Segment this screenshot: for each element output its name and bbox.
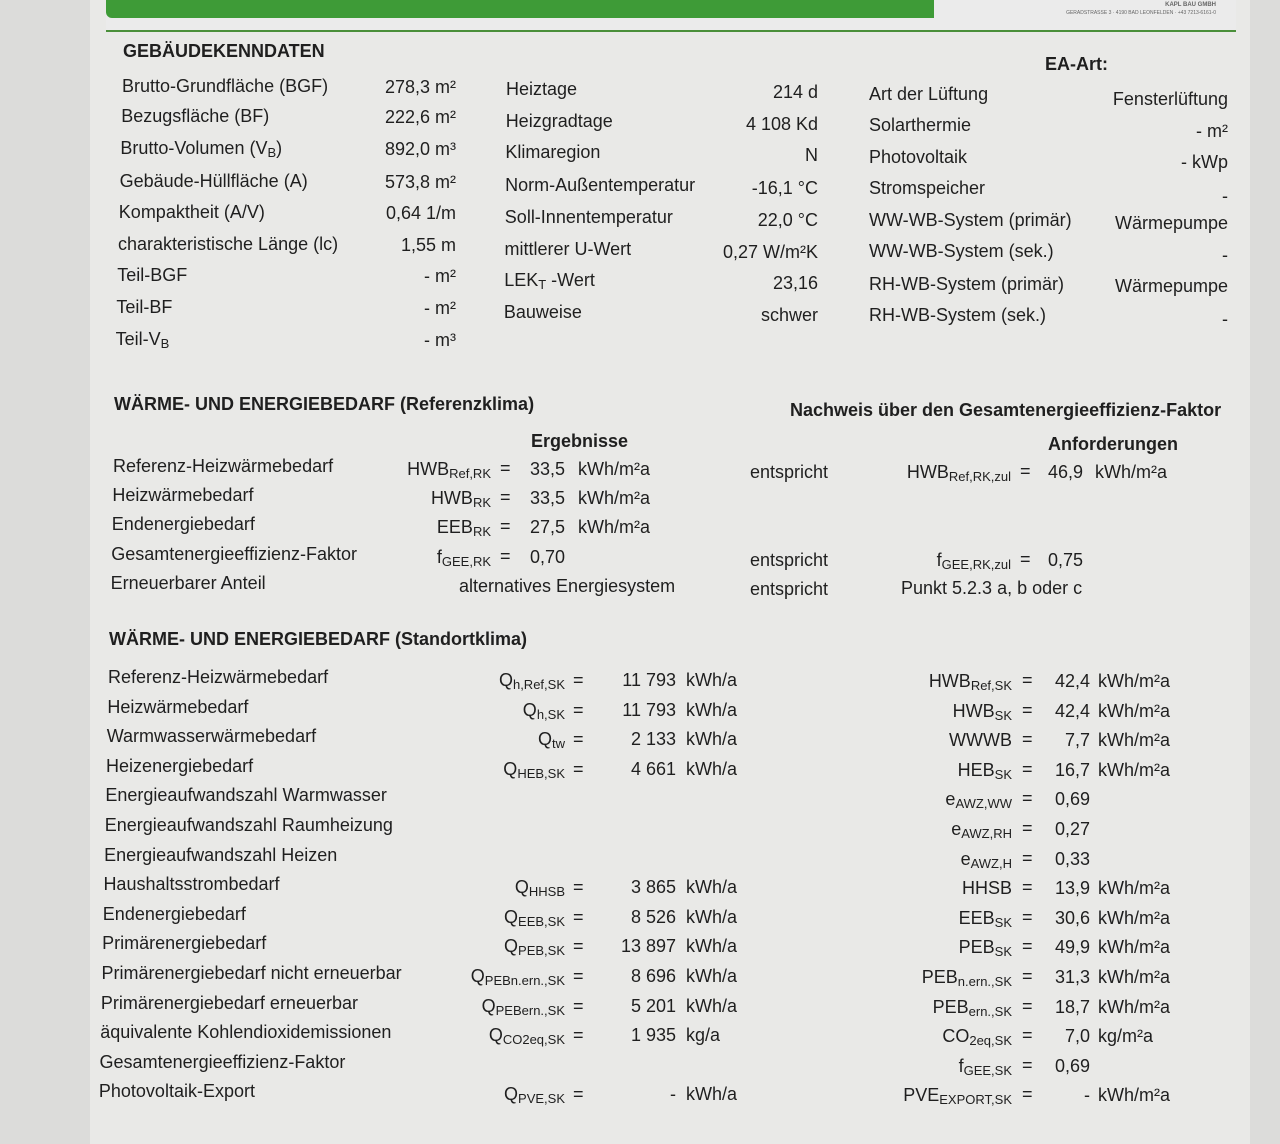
gebaeude-col3-label: Photovoltaik (869, 147, 968, 167)
referenz-row-symbol-subscript: GEE,RK (441, 554, 491, 569)
standort-req-symbol-main: e (945, 789, 956, 810)
standort-req-symbol (945, 789, 1012, 811)
gebaeude-col2-value: N (805, 145, 818, 165)
standort-row-eq: = (573, 699, 584, 720)
standort-req-symbol (953, 701, 1012, 723)
label-text: Bezugsfläche (BF) (121, 106, 270, 126)
standort-req-unit: kWh/m²a (1098, 937, 1170, 958)
standort-req-symbol (903, 1085, 1012, 1107)
standort-req-value: 0,69 (1054, 789, 1090, 810)
standort-req-symbol-main: f (958, 1055, 964, 1076)
standort-row-symbol (538, 729, 565, 751)
gebaeude-col3-value: Wärmepumpe (1114, 276, 1228, 296)
referenz-row-symbol-main: f (436, 547, 442, 567)
standort-row-label: Primärenergiebedarf nicht erneuerbar (101, 963, 402, 983)
referenz-row-symbol-main: EEB (436, 517, 473, 537)
standort-req-symbol (951, 819, 1012, 841)
label-subscript: B (160, 336, 170, 351)
standort-row-label: Primärenergiebedarf erneuerbar (100, 992, 358, 1013)
referenz-row-label: Erneuerbarer Anteil (110, 573, 266, 593)
standort-row-symbol (482, 996, 565, 1018)
gebaeude-col2-label (506, 111, 613, 132)
standort-req-value: 42,4 (1054, 700, 1090, 721)
standort-row-unit: kWh/a (686, 936, 738, 957)
standort-row-symbol-subscript: HEB,SK (517, 765, 565, 781)
referenz-req-symbol-main: HWB (906, 462, 949, 482)
standort-row-unit: kWh/a (686, 670, 738, 690)
standort-req-symbol-subscript: AWZ,H (970, 855, 1012, 871)
standort-row-value: 8 696 (630, 966, 676, 986)
standort-req-symbol-main: HWB (928, 671, 971, 691)
standort-row-symbol (523, 700, 565, 722)
label-subscript: T (538, 277, 547, 292)
gebaeude-col1-value: 0,64 1/m (385, 203, 456, 223)
standort-row-symbol (515, 877, 565, 899)
label-suffix: -Wert (546, 270, 595, 290)
standort-row-label: Energieaufwandszahl Warmwasser (105, 785, 387, 806)
standort-req-value: 16,7 (1054, 759, 1090, 780)
gebaeude-col2-label (505, 142, 600, 163)
gebaeude-col3-label: WW-WB-System (primär) (869, 210, 1072, 230)
standort-row-symbol-subscript: PVE,SK (518, 1091, 565, 1107)
standort-req-symbol (958, 760, 1012, 782)
label-text: charakteristische Länge (lc) (118, 234, 339, 254)
gebaeude-col2-label (505, 239, 632, 260)
gebaeude-col3-label: WW-WB-System (sek.) (869, 241, 1054, 261)
gebaeude-col3-value: - kWp (1181, 152, 1228, 172)
referenz-req-symbol (907, 462, 1011, 484)
referenz-row-label: Heizwärmebedarf (112, 485, 254, 505)
standort-row-eq: = (573, 936, 584, 957)
standort-req-value: 7,0 (1064, 1026, 1090, 1047)
standort-row-unit: kWh/a (686, 699, 738, 720)
label-text: Brutto-Volumen (V (120, 138, 268, 158)
gebaeude-col2-value: 214 d (772, 82, 818, 102)
standort-row-symbol-main: Q (522, 699, 537, 720)
standort-req-eq: = (1022, 670, 1033, 690)
standort-req-symbol-main: PVE (903, 1085, 940, 1106)
referenz-row-eq: = (500, 458, 511, 478)
gebaeude-col2-label (505, 207, 673, 228)
standort-req-symbol-main: PEB (932, 996, 969, 1017)
nachweis-heading: Nachweis über den Gesamtenergieeffizienz-Faktor (790, 400, 1222, 420)
standort-row-symbol-subscript: h,Ref,SK (512, 677, 565, 692)
standort-req-symbol-subscript: 2eq,SK (969, 1033, 1012, 1049)
standort-row-eq: = (573, 729, 584, 750)
label-text: Teil-BF (116, 297, 173, 317)
standort-req-value: 7,7 (1064, 730, 1090, 751)
standort-req-value: 0,69 (1054, 1055, 1090, 1076)
standort-req-value: 13,9 (1054, 878, 1090, 899)
gebaeude-col3-value: - (1222, 186, 1228, 206)
referenz-row-symbol-main: HWB (430, 488, 473, 508)
standort-row-value: 4 661 (630, 758, 676, 779)
standort-row-symbol-subscript: tw (552, 736, 565, 752)
gebaeude-col2-value: -16,1 °C (751, 178, 818, 198)
referenz-req-unit: kWh/m²a (1095, 462, 1167, 482)
gebaeude-col1-label (116, 329, 170, 351)
standort-req-value: 49,9 (1054, 937, 1090, 958)
referenz-req-text: Punkt 5.2.3 a, b oder c (901, 578, 1083, 598)
standort-req-unit: kWh/m²a (1098, 996, 1170, 1017)
standort-req-symbol-main: e (960, 848, 971, 869)
standort-row-symbol-subscript: PEBern.,SK (495, 1002, 565, 1018)
standort-req-symbol-main: HWB (952, 700, 995, 721)
referenz-row-label: Gesamtenergieeffizienz-Faktor (111, 544, 357, 564)
standort-req-symbol-subscript: SK (994, 766, 1012, 782)
standort-req-unit: kWh/m²a (1098, 967, 1170, 987)
standort-req-unit: kWh/m²a (1098, 878, 1170, 899)
standort-req-eq: = (1022, 995, 1033, 1016)
standort-row-symbol-main: Q (470, 966, 485, 986)
section-title-gebaeudekenndaten: GEBÄUDEKENNDATEN (123, 41, 325, 61)
gebaeude-col1-label (119, 202, 265, 223)
gebaeude-col3-label: RH-WB-System (sek.) (869, 305, 1046, 325)
referenz-row-symbol (407, 459, 491, 481)
gebaeude-col2-value: 4 108 Kd (745, 114, 818, 134)
standort-row-label: Energieaufwandszahl Heizen (104, 844, 338, 865)
standort-row-symbol (499, 670, 565, 692)
standort-req-symbol (949, 730, 1012, 752)
label-text: Gebäude-Hüllfläche (A) (119, 171, 308, 191)
standort-req-symbol (959, 937, 1012, 959)
standort-row-unit: kWh/a (686, 729, 738, 750)
standort-row-symbol-main: Q (504, 936, 519, 957)
standort-req-value: 31,3 (1054, 967, 1090, 987)
label-text: Kompaktheit (A/V) (118, 202, 265, 222)
label-text: Heizgradtage (505, 111, 613, 131)
standort-req-eq: = (1022, 1054, 1033, 1075)
referenz-row-unit: kWh/m²a (578, 459, 650, 479)
label-text: Brutto-Grundfläche (BGF) (122, 76, 329, 96)
standort-req-symbol (933, 997, 1012, 1019)
standort-row-label: Referenz-Heizwärmebedarf (108, 667, 329, 687)
standort-row-unit: kWh/a (686, 906, 738, 927)
standort-req-eq: = (1022, 966, 1033, 986)
referenz-req-value: 46,9 (1048, 462, 1084, 482)
standort-req-eq: = (1022, 906, 1033, 927)
referenz-req-symbol-subscript: Ref,RK,zul (948, 469, 1011, 484)
standort-row-symbol-subscript: EEB,SK (518, 913, 565, 929)
standort-req-value: 30,6 (1054, 907, 1090, 928)
gebaeude-col3-label: Stromspeicher (869, 178, 986, 198)
standort-row-symbol-main: Q (504, 1084, 519, 1105)
standort-req-eq: = (1022, 877, 1033, 898)
standort-req-eq: = (1022, 729, 1033, 750)
standort-row-value: 2 133 (630, 729, 676, 750)
standort-req-eq: = (1022, 936, 1033, 957)
standort-row-eq: = (573, 966, 584, 986)
standort-req-value: 0,33 (1054, 848, 1090, 869)
standort-req-symbol-subscript: GEE,SK (963, 1062, 1012, 1078)
referenz-req-eq: = (1020, 549, 1031, 569)
gebaeude-col1-value: - m³ (424, 330, 456, 350)
standort-row-eq: = (573, 906, 584, 927)
referenz-row-value: 27,5 (530, 517, 566, 537)
gebaeude-col1-label (116, 297, 172, 318)
gebaeude-col3-label: Art der Lüftung (869, 84, 989, 104)
standort-row-label: Primärenergiebedarf (102, 933, 267, 954)
referenz-req-symbol-main: f (936, 550, 942, 570)
standort-req-unit: kWh/m²a (1098, 1085, 1170, 1106)
standort-row-unit: kWh/a (686, 1084, 738, 1105)
standort-row-symbol-main: Q (488, 1025, 503, 1046)
referenz-row-eq: = (500, 546, 511, 566)
standort-row-label: Haushaltsstrombedarf (103, 874, 280, 895)
referenz-row-symbol (437, 547, 491, 569)
standort-row-symbol (504, 907, 565, 929)
standort-req-unit: kWh/m²a (1098, 759, 1170, 780)
standort-row-label: Warmwasserwärmebedarf (106, 726, 317, 747)
standort-req-symbol-main: e (951, 819, 962, 839)
gebaeude-col2-label (504, 270, 595, 292)
referenz-req-value: 0,75 (1048, 550, 1084, 570)
gebaeude-col3-label: RH-WB-System (primär) (869, 274, 1064, 294)
standort-row-value: 13 897 (620, 936, 676, 957)
title-suffix: (Standortklima) (395, 629, 528, 649)
standort-row-symbol-subscript: HHSB (528, 884, 565, 900)
gebaeude-col2-value: 22,0 °C (757, 210, 818, 230)
title-text: WÄRME- UND ENERGIEBEDARF (114, 394, 395, 414)
gebaeude-col3-value: - (1222, 309, 1228, 329)
referenz-req-symbol-subscript: GEE,RK,zul (941, 557, 1011, 572)
ea-art-label: EA-Art: (1045, 54, 1108, 74)
standort-row-unit: kWh/a (686, 758, 738, 779)
standort-req-symbol-main: EEB (958, 907, 995, 928)
standort-req-symbol-main: HEB (957, 759, 995, 780)
referenz-req-eq: = (1020, 461, 1031, 481)
label-text: Norm-Außentemperatur (505, 175, 696, 195)
standort-req-symbol-subscript: n.ern.,SK (957, 974, 1012, 989)
standort-req-symbol-main: WWWB (949, 730, 1012, 751)
standort-row-symbol-main: Q (537, 729, 552, 750)
standort-req-symbol-subscript: SK (994, 707, 1012, 723)
standort-row-value: 8 526 (630, 906, 676, 927)
standort-row-symbol (471, 966, 565, 988)
standort-req-unit: kWh/m²a (1098, 730, 1170, 751)
standort-row-label: Energieaufwandszahl Raumheizung (104, 815, 393, 835)
gebaeude-col1-label (118, 234, 338, 255)
standort-req-symbol-subscript: Ref,SK (970, 678, 1012, 693)
standort-req-symbol (922, 967, 1012, 989)
referenz-row-status: entspricht (750, 579, 829, 599)
standort-req-value: 0,27 (1054, 819, 1090, 839)
standort-row-label: Photovoltaik-Export (98, 1081, 255, 1102)
standort-row-symbol-subscript: CO2eq,SK (502, 1032, 565, 1048)
gebaeude-col2-value: 23,16 (772, 273, 818, 293)
standort-row-unit: kWh/a (686, 966, 738, 986)
standort-row-eq: = (573, 670, 584, 690)
standort-req-symbol-subscript: EXPORT,SK (939, 1092, 1012, 1108)
standort-req-symbol (962, 878, 1012, 900)
standort-req-symbol-main: PEB (921, 967, 958, 987)
standort-row-symbol (504, 1084, 565, 1106)
standort-req-symbol (959, 1056, 1012, 1078)
standort-req-symbol-subscript: AWZ,RH (961, 826, 1012, 841)
standort-req-unit: kWh/m²a (1098, 907, 1170, 928)
section-title-referenzklima (114, 394, 534, 415)
standort-req-symbol-subscript: AWZ,WW (955, 796, 1012, 812)
company-address: GERADSTRASSE 3 · 4190 BAD LEONFELDEN · +43 7213-6161-0 (1066, 10, 1216, 16)
standort-req-symbol-main: PEB (958, 937, 995, 958)
standort-row-symbol-main: Q (481, 995, 496, 1016)
gebaeude-col1-value: 573,8 m² (384, 172, 456, 192)
standort-req-eq: = (1022, 758, 1033, 779)
gebaeude-col1-value: 892,0 m³ (384, 139, 456, 159)
referenz-row-status: entspricht (750, 550, 829, 570)
standort-row-unit: kg/a (686, 1025, 721, 1046)
referenz-row-value: 33,5 (530, 459, 566, 479)
gebaeude-col3-label: Solarthermie (869, 115, 972, 135)
standort-req-symbol (961, 849, 1012, 871)
standort-row-value: 11 793 (622, 699, 676, 720)
standort-row-symbol-subscript: PEBn.ern.,SK (484, 973, 565, 988)
standort-req-eq: = (1022, 699, 1033, 720)
gebaeude-col1-label (122, 76, 328, 97)
referenz-row-label: Endenergiebedarf (111, 514, 255, 534)
standort-req-symbol (959, 908, 1012, 930)
gebaeude-col1-label (120, 138, 282, 160)
standort-row-symbol (503, 759, 565, 781)
standort-row-eq: = (573, 1025, 584, 1046)
standort-row-unit: kWh/a (686, 877, 738, 898)
standort-row-label: Heizenergiebedarf (106, 755, 254, 776)
standort-row-symbol-main: Q (514, 877, 529, 898)
gebaeude-col1-value: 1,55 m (400, 235, 456, 255)
label-text: Klimaregion (505, 142, 601, 162)
gebaeude-col1-label (120, 171, 308, 192)
gebaeude-col1-label (121, 106, 269, 127)
label-suffix: ) (276, 138, 283, 158)
label-text: Heiztage (506, 79, 578, 99)
gebaeude-col3-value: Wärmepumpe (1114, 213, 1228, 233)
anforderungen-heading: Anforderungen (1048, 434, 1178, 454)
standort-row-symbol (504, 936, 565, 958)
standort-row-symbol-main: Q (498, 670, 513, 690)
referenz-row-status: entspricht (750, 462, 829, 482)
referenz-row-alt: alternatives Energiesystem (459, 576, 676, 596)
referenz-row-label: Referenz-Heizwärmebedarf (113, 456, 334, 476)
gebaeude-col2-label (505, 175, 695, 196)
standort-req-eq: = (1022, 1025, 1033, 1046)
referenz-row-symbol (431, 488, 491, 510)
gebaeude-col3-value: Fensterlüftung (1112, 89, 1228, 109)
ergebnisse-heading: Ergebnisse (531, 431, 629, 451)
standort-row-value: - (670, 1084, 676, 1105)
standort-row-value: 11 793 (622, 670, 676, 690)
referenz-row-value: 33,5 (530, 488, 566, 508)
gebaeude-col1-value: - m² (424, 266, 456, 286)
standort-req-eq: = (1022, 847, 1033, 868)
referenz-row-symbol-subscript: Ref,RK (449, 466, 491, 481)
gebaeude-col1-label (117, 265, 187, 286)
section-title-standortklima (109, 629, 527, 650)
standort-row-eq: = (573, 1084, 584, 1105)
label-subscript: B (267, 145, 277, 160)
standort-req-symbol-main: HHSB (961, 878, 1012, 899)
standort-row-label: Heizwärmebedarf (107, 696, 249, 717)
title-suffix: (Referenzklima) (400, 394, 535, 414)
gebaeude-col1-value: 278,3 m² (384, 77, 456, 97)
standort-req-symbol-subscript: ern.,SK (968, 1003, 1012, 1019)
referenz-row-symbol-subscript: RK (472, 524, 491, 539)
standort-row-label: Gesamtenergieeffizienz-Faktor (99, 1051, 346, 1072)
standort-row-value: 3 865 (630, 877, 676, 898)
standort-req-symbol (942, 1026, 1012, 1048)
referenz-row-unit: kWh/m²a (578, 488, 650, 508)
gebaeude-col2-value: schwer (760, 305, 818, 325)
standort-row-eq: = (573, 758, 584, 779)
standort-row-value: 5 201 (630, 995, 676, 1016)
standort-req-eq: = (1022, 788, 1033, 809)
referenz-row-eq: = (500, 516, 511, 536)
standort-row-label: Endenergiebedarf (102, 903, 246, 924)
gebaeude-col2-label (504, 302, 582, 323)
standort-req-value: - (1084, 1085, 1090, 1106)
standort-row-eq: = (573, 877, 584, 898)
standort-row-symbol-main: Q (504, 906, 519, 927)
standort-req-symbol-main: CO (942, 1026, 970, 1047)
gebaeude-col3-value: - m² (1196, 121, 1228, 141)
standort-req-eq: = (1022, 818, 1033, 838)
gebaeude-col2-value: 0,27 W/m²K (722, 242, 818, 262)
label-text: mittlerer U-Wert (504, 239, 632, 259)
referenz-row-symbol-main: HWB (407, 459, 450, 479)
letterhead (106, 0, 1236, 32)
standort-req-eq: = (1022, 1084, 1033, 1105)
standort-row-label: äquivalente Kohlendioxidemissionen (100, 1022, 392, 1043)
referenz-row-symbol (437, 517, 491, 539)
standort-row-symbol (489, 1025, 565, 1047)
standort-row-value: 1 935 (630, 1025, 676, 1046)
company-name: KAPL BAU GMBH (1165, 2, 1216, 8)
label-text: Teil-V (115, 329, 161, 349)
gebaeude-col3-value: - (1222, 245, 1228, 265)
standort-req-unit: kWh/m²a (1098, 700, 1170, 721)
gebaeude-col1-value: - m² (424, 298, 456, 318)
referenz-row-unit: kWh/m²a (578, 517, 650, 537)
referenz-row-value: 0,70 (530, 547, 566, 567)
standort-req-symbol-subscript: SK (994, 914, 1012, 930)
standort-req-symbol (929, 671, 1012, 693)
label-text: Bauweise (503, 302, 582, 322)
standort-req-symbol-subscript: SK (994, 944, 1012, 960)
referenz-row-symbol-subscript: RK (472, 495, 491, 510)
label-text: LEK (504, 270, 539, 290)
title-text: WÄRME- UND ENERGIEBEDARF (109, 629, 390, 649)
referenz-req-symbol (937, 550, 1011, 572)
standort-req-unit: kWh/m²a (1098, 671, 1170, 691)
referenz-row-eq: = (500, 487, 511, 507)
green-header-bar (106, 0, 934, 18)
standort-req-value: 18,7 (1054, 996, 1090, 1017)
standort-row-symbol-subscript: h,SK (536, 706, 565, 722)
standort-row-eq: = (573, 995, 584, 1016)
gebaeude-col2-label (506, 79, 577, 100)
standort-req-unit: kg/m²a (1098, 1026, 1154, 1047)
label-text: Soll-Innentemperatur (504, 207, 673, 227)
standort-req-value: 42,4 (1054, 671, 1090, 691)
standort-row-symbol-subscript: PEB,SK (518, 943, 565, 959)
label-text: Teil-BGF (117, 265, 188, 285)
standort-row-symbol-main: Q (503, 758, 518, 779)
standort-row-unit: kWh/a (686, 995, 738, 1016)
gebaeude-col1-value: 222,6 m² (384, 107, 456, 127)
